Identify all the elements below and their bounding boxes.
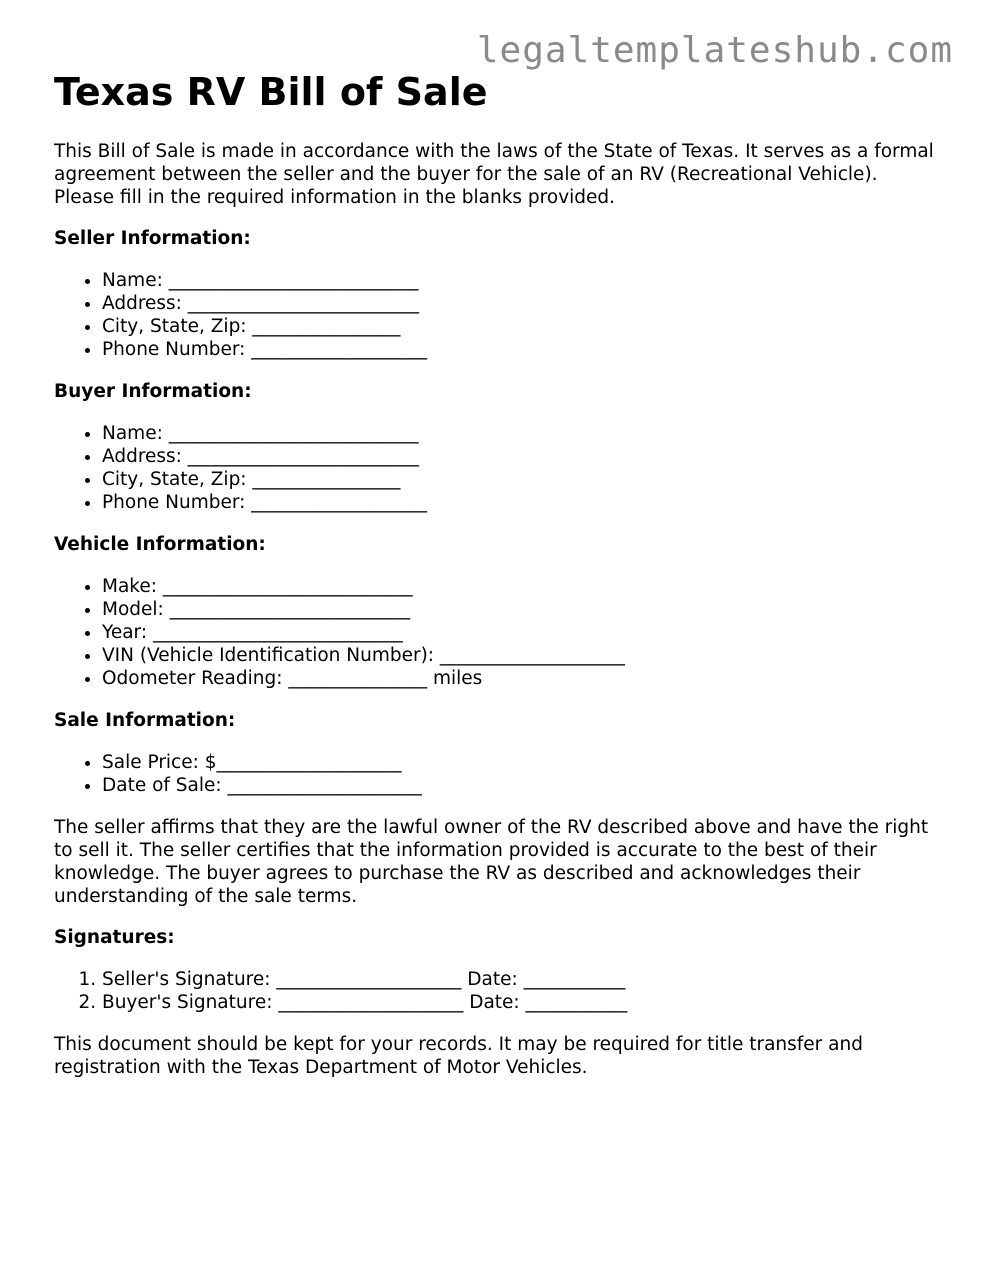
sale-price-item: • Sale Price: $____________________ bbox=[102, 751, 934, 774]
seller-signature-item: 1. Seller's Signature: ____________________ Date: ___________ bbox=[102, 968, 934, 991]
seller-heading: Seller Information: bbox=[54, 228, 251, 249]
vehicle-model-item: • Model: __________________________ bbox=[102, 598, 934, 621]
vehicle-make-item: • Make: ___________________________ bbox=[102, 575, 934, 598]
signatures-heading: Signatures: bbox=[54, 927, 175, 948]
vehicle-odometer-item: • Odometer Reading: _______________ miles bbox=[102, 667, 934, 690]
vehicle-year-item: • Year: ___________________________ bbox=[102, 621, 934, 644]
vehicle-vin-item: • VIN (Vehicle Identification Number): ____________________ bbox=[102, 644, 934, 667]
buyer-phone-item: • Phone Number: ___________________ bbox=[102, 491, 934, 514]
document-page bbox=[54, 66, 934, 1097]
seller-list bbox=[54, 269, 934, 361]
buyer-signature-item: 2. Buyer's Signature: ____________________ Date: ___________ bbox=[102, 991, 934, 1014]
sale-heading: Sale Information: bbox=[54, 710, 236, 731]
seller-phone-item: • Phone Number: ___________________ bbox=[102, 338, 934, 361]
vehicle-list bbox=[54, 575, 934, 690]
seller-city-item: • City, State, Zip: ________________ bbox=[102, 315, 934, 338]
seller-address-item: • Address: _________________________ bbox=[102, 292, 934, 315]
buyer-address-item: • Address: _________________________ bbox=[102, 445, 934, 468]
page-title: Texas RV Bill of Sale bbox=[54, 70, 488, 114]
sale-list bbox=[54, 751, 934, 797]
intro-paragraph: This Bill of Sale is made in accordance with the laws of the State of Texas. It serves as a formal agreement between the seller and the buyer for the sale of an RV (Recreational Vehicle). Please fill in the required information in the blanks provided. bbox=[54, 141, 934, 208]
affirmation-paragraph: The seller affirms that they are the lawful owner of the RV described above and have the right to sell it. The seller certifies that the information provided is accurate to the best of their knowledge. The buyer agrees to purchase the RV as described and acknowledges their understanding of the sale terms. bbox=[54, 817, 929, 907]
buyer-heading: Buyer Information: bbox=[54, 381, 252, 402]
buyer-name-item: • Name: ___________________________ bbox=[102, 422, 934, 445]
closing-paragraph: This document should be kept for your records. It may be required for title transfer and registration with the Texas Department of Motor Vehicles. bbox=[54, 1034, 863, 1078]
buyer-list bbox=[54, 422, 934, 514]
sale-date-item: • Date of Sale: _____________________ bbox=[102, 774, 934, 797]
vehicle-heading: Vehicle Information: bbox=[54, 534, 266, 555]
signatures-list bbox=[54, 968, 934, 1014]
buyer-city-item: • City, State, Zip: ________________ bbox=[102, 468, 934, 491]
seller-name-item: • Name: ___________________________ bbox=[102, 269, 934, 292]
watermark-text: legaltemplateshub.com bbox=[476, 30, 953, 71]
